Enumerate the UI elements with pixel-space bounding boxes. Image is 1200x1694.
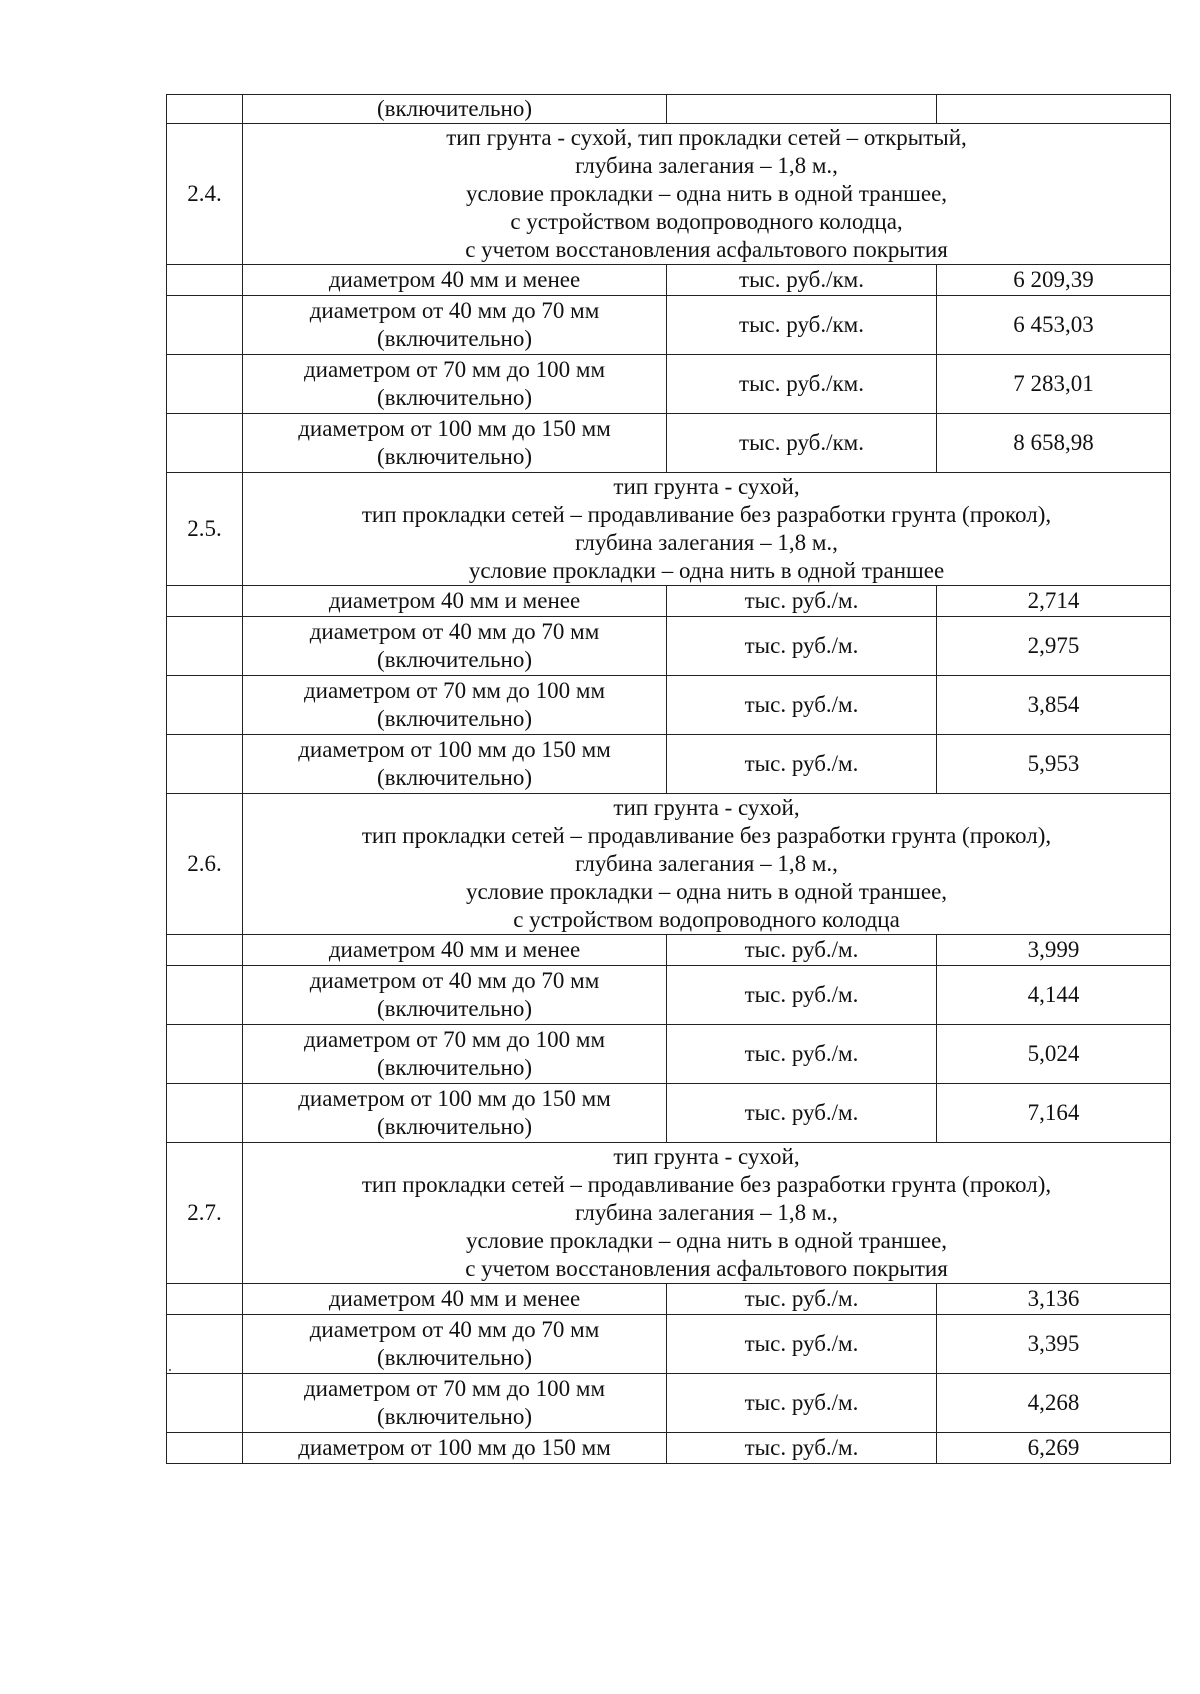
value-cell: 3,136 — [937, 1284, 1171, 1315]
section-description-line: тип грунта - сухой, — [613, 474, 800, 499]
diameter-label-line: диаметром от 100 мм до 150 мм — [298, 416, 611, 441]
diameter-label-line: (включительно) — [376, 765, 533, 790]
diameter-label — [243, 1374, 667, 1433]
section-description — [243, 794, 1171, 935]
section-description-line: условие прокладки – одна нить в одной траншее, — [465, 1228, 948, 1253]
section-number: 2.6. — [167, 794, 243, 935]
section-description — [243, 1143, 1171, 1284]
diameter-label-line: диаметром 40 мм и менее — [328, 1286, 581, 1311]
section-header-row — [167, 794, 1171, 935]
table-row — [167, 414, 1171, 473]
row-number-cell — [167, 1315, 243, 1374]
value-cell: 3,999 — [937, 935, 1171, 966]
section-description — [243, 473, 1171, 586]
row-number-cell — [167, 1284, 243, 1315]
section-description-line: с устройством водопроводного колодца, — [510, 209, 903, 234]
row-number-cell — [167, 414, 243, 473]
scan-speck — [169, 1369, 171, 1371]
diameter-label-line: диаметром от 70 мм до 100 мм — [303, 1376, 606, 1401]
diameter-label — [243, 966, 667, 1025]
table-row — [167, 1084, 1171, 1143]
section-description-line: тип грунта - сухой, тип прокладки сетей – открытый, — [446, 125, 967, 150]
diameter-label — [243, 676, 667, 735]
table-row — [167, 1025, 1171, 1084]
diameter-label — [243, 1433, 667, 1464]
diameter-label-line: диаметром от 40 мм до 70 мм — [309, 968, 600, 993]
table-row — [167, 355, 1171, 414]
table-row — [167, 586, 1171, 617]
unit-cell: тыс. руб./м. — [667, 586, 937, 617]
row-number-cell — [167, 1374, 243, 1433]
unit-cell: тыс. руб./км. — [667, 355, 937, 414]
section-description — [243, 124, 1171, 265]
diameter-label-line: (включительно) — [376, 326, 533, 351]
diameter-label — [243, 265, 667, 296]
continuation-row — [167, 95, 1171, 124]
diameter-label-line: диаметром 40 мм и менее — [328, 588, 581, 613]
table-row — [167, 265, 1171, 296]
diameter-label — [243, 355, 667, 414]
table-row — [167, 735, 1171, 794]
diameter-label-line: (включительно) — [376, 1404, 533, 1429]
section-description-line: глубина залегания – 1,8 м., — [575, 153, 838, 178]
row-number-cell — [167, 676, 243, 735]
unit-cell: тыс. руб./км. — [667, 296, 937, 355]
diameter-label-line: диаметром от 40 мм до 70 мм — [309, 298, 600, 323]
diameter-label-line: диаметром 40 мм и менее — [328, 267, 581, 292]
section-description-line: глубина залегания – 1,8 м., — [575, 1200, 838, 1225]
unit-cell: тыс. руб./м. — [667, 676, 937, 735]
table-row — [167, 1433, 1171, 1464]
diameter-label — [243, 617, 667, 676]
row-number-cell — [167, 296, 243, 355]
section-number: 2.7. — [167, 1143, 243, 1284]
value-cell: 6,269 — [937, 1433, 1171, 1464]
section-description-line: условие прокладки – одна нить в одной траншее, — [465, 181, 948, 206]
tariff-table-body — [167, 95, 1171, 1464]
table-row — [167, 935, 1171, 966]
diameter-label-line: (включительно) — [376, 706, 533, 731]
section-description-line: глубина залегания – 1,8 м., — [575, 530, 838, 555]
diameter-label — [243, 735, 667, 794]
section-description-line: с учетом восстановления асфальтового покрытия — [465, 1256, 948, 1281]
section-header-row — [167, 1143, 1171, 1284]
diameter-label-line: диаметром от 70 мм до 100 мм — [303, 1027, 606, 1052]
diameter-label-line: диаметром от 100 мм до 150 мм — [298, 1086, 611, 1111]
diameter-label-line: (включительно) — [376, 1345, 533, 1370]
row-number-cell — [167, 95, 243, 124]
section-description-line: тип грунта - сухой, — [613, 795, 800, 820]
section-description-line: тип грунта - сухой, — [613, 1144, 800, 1169]
unit-cell: тыс. руб./км. — [667, 414, 937, 473]
value-cell: 4,144 — [937, 966, 1171, 1025]
diameter-label-line: диаметром от 100 мм до 150 мм — [298, 737, 611, 762]
diameter-label — [243, 586, 667, 617]
diameter-label — [243, 1025, 667, 1084]
diameter-label-line: (включительно) — [376, 996, 533, 1021]
value-cell — [937, 95, 1171, 124]
table-row — [167, 1374, 1171, 1433]
row-number-cell — [167, 935, 243, 966]
table-row — [167, 617, 1171, 676]
diameter-label-line: диаметром от 100 мм до 150 мм — [298, 1435, 611, 1460]
section-number: 2.5. — [167, 473, 243, 586]
section-description-line: тип прокладки сетей – продавливание без разработки грунта (прокол), — [361, 823, 1052, 848]
diameter-label-line: диаметром от 40 мм до 70 мм — [309, 1317, 600, 1342]
row-number-cell — [167, 966, 243, 1025]
table-row — [167, 1284, 1171, 1315]
value-cell: 7 283,01 — [937, 355, 1171, 414]
section-header-row — [167, 473, 1171, 586]
value-cell: 5,024 — [937, 1025, 1171, 1084]
row-number-cell — [167, 1084, 243, 1143]
value-cell: 7,164 — [937, 1084, 1171, 1143]
unit-cell: тыс. руб./м. — [667, 1084, 937, 1143]
value-cell: 2,975 — [937, 617, 1171, 676]
unit-cell: тыс. руб./м. — [667, 966, 937, 1025]
row-number-cell — [167, 355, 243, 414]
value-cell: 6 209,39 — [937, 265, 1171, 296]
value-cell: 3,854 — [937, 676, 1171, 735]
diameter-label-line: диаметром от 40 мм до 70 мм — [309, 619, 600, 644]
diameter-label-line: (включительно) — [376, 1055, 533, 1080]
diameter-label — [243, 1315, 667, 1374]
unit-cell: тыс. руб./м. — [667, 1433, 937, 1464]
section-header-row — [167, 124, 1171, 265]
diameter-label — [243, 1084, 667, 1143]
value-cell: 8 658,98 — [937, 414, 1171, 473]
table-row — [167, 966, 1171, 1025]
diameter-label-line: диаметром от 70 мм до 100 мм — [303, 678, 606, 703]
section-description-line: тип прокладки сетей – продавливание без разработки грунта (прокол), — [361, 1172, 1052, 1197]
diameter-label-line: диаметром от 70 мм до 100 мм — [303, 357, 606, 382]
unit-cell: тыс. руб./м. — [667, 935, 937, 966]
diameter-label-line: (включительно) — [376, 647, 533, 672]
section-description-line: условие прокладки – одна нить в одной траншее — [468, 558, 945, 583]
section-description-line: условие прокладки – одна нить в одной траншее, — [465, 879, 948, 904]
unit-cell: тыс. руб./м. — [667, 617, 937, 676]
row-number-cell — [167, 617, 243, 676]
row-number-cell — [167, 586, 243, 617]
diameter-label — [243, 414, 667, 473]
diameter-label — [243, 296, 667, 355]
row-number-cell — [167, 1025, 243, 1084]
unit-cell: тыс. руб./км. — [667, 265, 937, 296]
section-description-line: глубина залегания – 1,8 м., — [575, 851, 838, 876]
value-cell: 4,268 — [937, 1374, 1171, 1433]
section-number: 2.4. — [167, 124, 243, 265]
diameter-label-line: (включительно) — [376, 444, 533, 469]
row-number-cell — [167, 1433, 243, 1464]
diameter-label-line: (включительно) — [376, 385, 533, 410]
value-cell: 3,395 — [937, 1315, 1171, 1374]
diameter-label-line: (включительно) — [376, 1114, 533, 1139]
unit-cell: тыс. руб./м. — [667, 1284, 937, 1315]
diameter-label — [243, 935, 667, 966]
section-description-line: с устройством водопроводного колодца — [513, 907, 900, 932]
section-description-line: с учетом восстановления асфальтового покрытия — [465, 237, 948, 262]
table-row — [167, 1315, 1171, 1374]
section-description-line: тип прокладки сетей – продавливание без разработки грунта (прокол), — [361, 502, 1052, 527]
unit-cell: тыс. руб./м. — [667, 735, 937, 794]
unit-cell: тыс. руб./м. — [667, 1315, 937, 1374]
continuation-label: (включительно) — [243, 95, 667, 124]
tariff-table — [166, 94, 1171, 1464]
value-cell: 2,714 — [937, 586, 1171, 617]
unit-cell — [667, 95, 937, 124]
table-row — [167, 296, 1171, 355]
table-row — [167, 676, 1171, 735]
unit-cell: тыс. руб./м. — [667, 1025, 937, 1084]
row-number-cell — [167, 735, 243, 794]
diameter-label-line: диаметром 40 мм и менее — [328, 937, 581, 962]
unit-cell: тыс. руб./м. — [667, 1374, 937, 1433]
diameter-label — [243, 1284, 667, 1315]
value-cell: 5,953 — [937, 735, 1171, 794]
row-number-cell — [167, 265, 243, 296]
value-cell: 6 453,03 — [937, 296, 1171, 355]
